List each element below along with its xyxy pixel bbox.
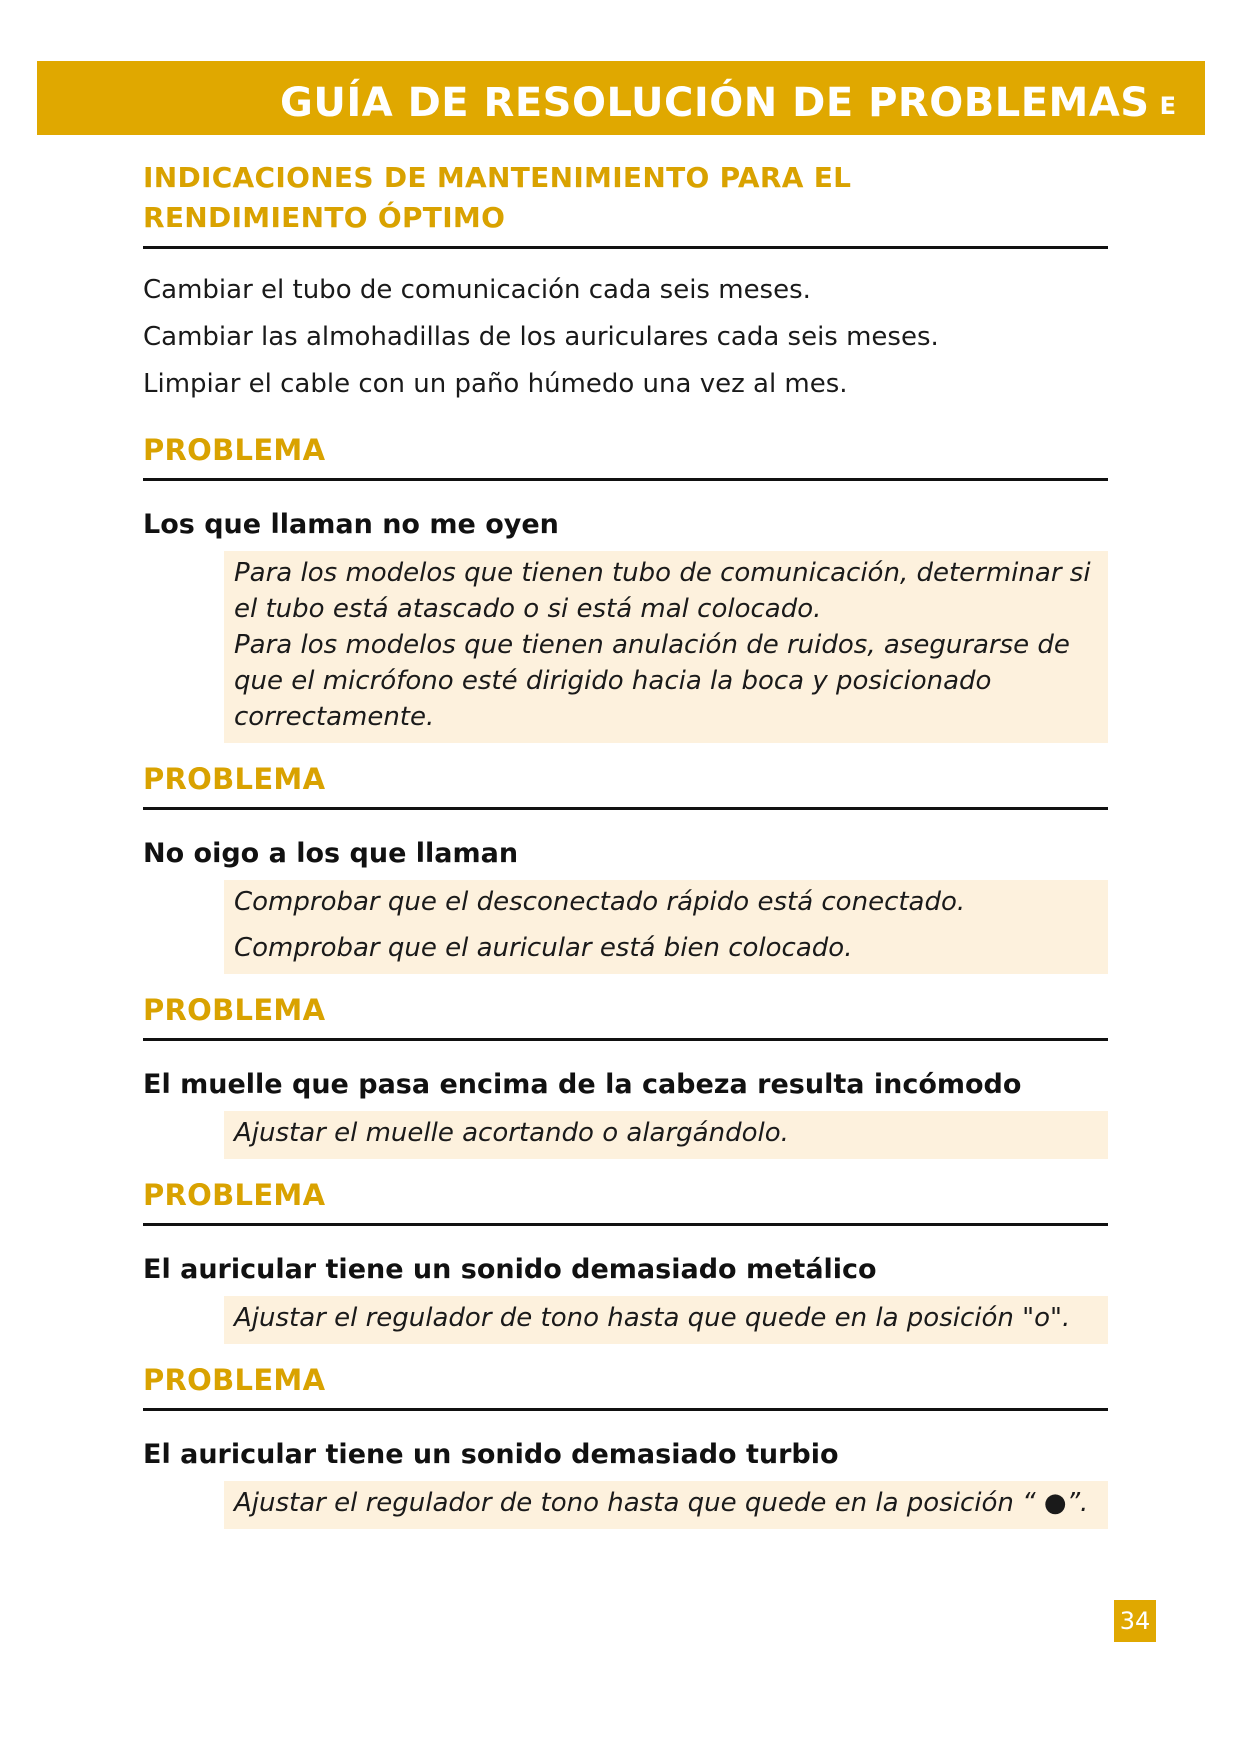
solution-line: el tubo está atascado o si está mal colocado. (234, 594, 822, 624)
solution-box (224, 1296, 1108, 1344)
maintenance-item: Cambiar las almohadillas de los auriculares cada seis meses. (143, 322, 939, 352)
language-letter: E (1159, 92, 1177, 120)
solution-line: Ajustar el regulador de tono hasta que quede en la posición “ ●”. (234, 1488, 1089, 1518)
problem-block-2 (143, 759, 1108, 974)
divider (143, 807, 1108, 810)
solution-line: Para los modelos que tienen tubo de comunicación, determinar si (234, 558, 1091, 588)
problem-label: PROBLEMA (143, 433, 326, 467)
problem-block-1 (143, 430, 1108, 743)
page-content (143, 158, 1108, 1529)
problem-label: PROBLEMA (143, 762, 326, 796)
solution-line: que el micrófono esté dirigido hacia la boca y posicionado (234, 666, 992, 696)
maintenance-item: Cambiar el tubo de comunicación cada seis meses. (143, 275, 811, 305)
solution-box (224, 1481, 1108, 1529)
solution-line: Comprobar que el desconectado rápido está conectado. (234, 887, 966, 917)
problem-title: Los que llaman no me oyen (143, 509, 559, 540)
maintenance-title-line-2: RENDIMIENTO ÓPTIMO (143, 201, 506, 234)
page-title (280, 80, 1177, 126)
divider (143, 1223, 1108, 1226)
maintenance-list (143, 267, 1108, 408)
solution-box (224, 551, 1108, 743)
divider (143, 478, 1108, 481)
maintenance-item: Limpiar el cable con un paño húmedo una vez al mes. (143, 369, 848, 399)
page-title-text: GUÍA DE RESOLUCIÓN DE PROBLEMAS (280, 80, 1150, 126)
problem-label: PROBLEMA (143, 1178, 326, 1212)
solution-box (224, 1111, 1108, 1159)
solution-box (224, 880, 1108, 974)
problem-block-3 (143, 990, 1108, 1159)
solution-line: Comprobar que el auricular está bien colocado. (234, 933, 853, 963)
maintenance-title (143, 158, 1108, 238)
maintenance-section (143, 158, 1108, 408)
problem-title: No oigo a los que llaman (143, 838, 519, 869)
problem-title: El auricular tiene un sonido demasiado metálico (143, 1254, 877, 1285)
problem-block-4 (143, 1175, 1108, 1344)
divider (143, 246, 1108, 249)
maintenance-title-line-1: INDICACIONES DE MANTENIMIENTO PARA EL (143, 161, 852, 194)
solution-line: correctamente. (234, 702, 435, 732)
problem-label: PROBLEMA (143, 1363, 326, 1397)
solution-line: Para los modelos que tienen anulación de ruidos, asegurarse de (234, 630, 1070, 660)
problem-title: El auricular tiene un sonido demasiado turbio (143, 1439, 839, 1470)
problem-label: PROBLEMA (143, 993, 326, 1027)
problem-block-5 (143, 1360, 1108, 1529)
problem-title: El muelle que pasa encima de la cabeza resulta incómodo (143, 1069, 1022, 1100)
divider (143, 1408, 1108, 1411)
solution-line: Ajustar el regulador de tono hasta que quede en la posición "o". (234, 1303, 1071, 1333)
divider (143, 1038, 1108, 1041)
solution-line: Ajustar el muelle acortando o alargándolo. (234, 1118, 789, 1148)
page-number: 34 (1114, 1600, 1156, 1642)
